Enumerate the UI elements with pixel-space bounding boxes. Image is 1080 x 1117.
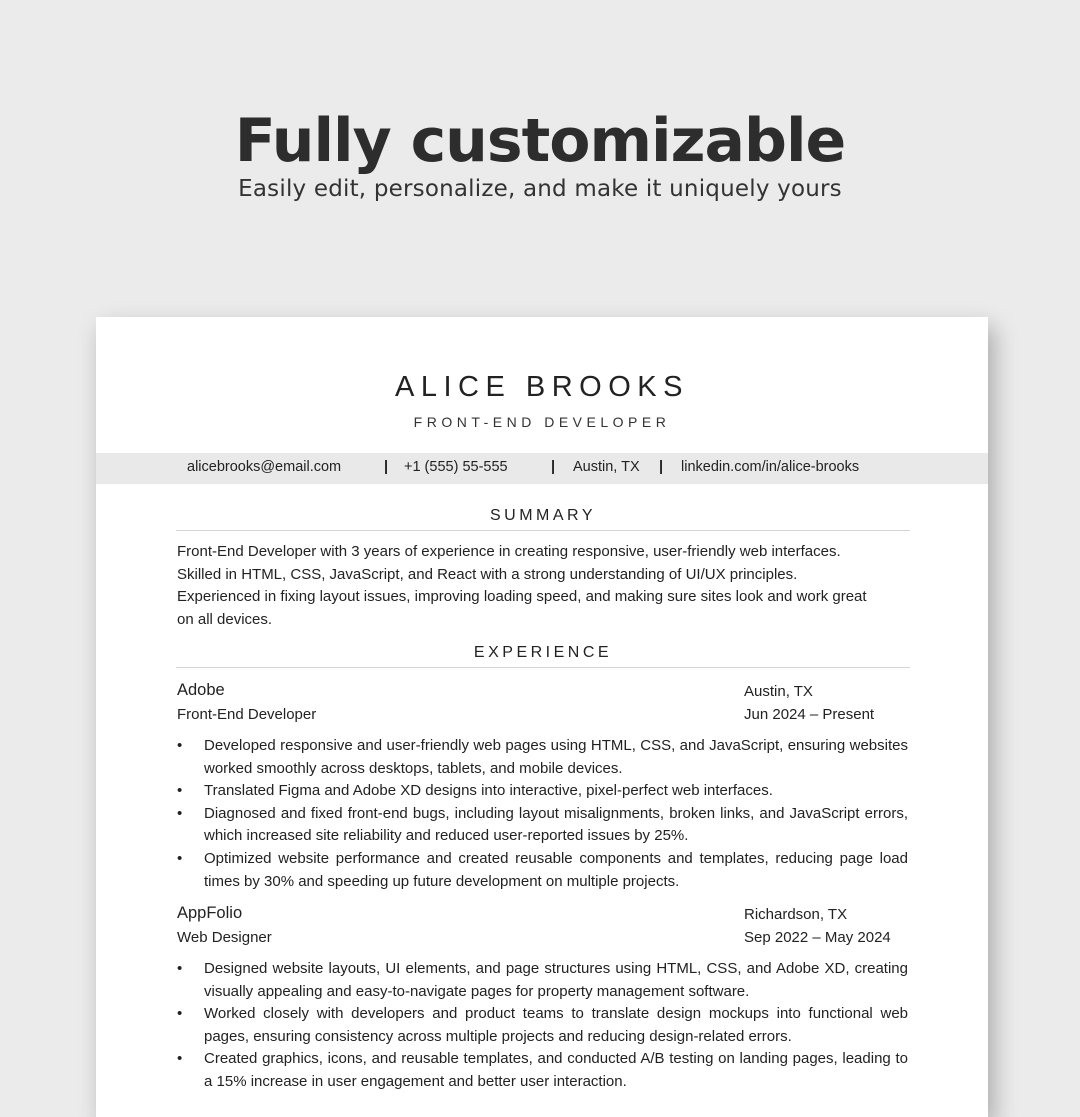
job-bullet: • Optimized website performance and created reusable components and templates, reducing page load times by 30% and speeding up future development on multiple projects. bbox=[177, 848, 908, 893]
resume-role: FRONT-END DEVELOPER bbox=[413, 414, 671, 430]
job-company: Adobe bbox=[177, 681, 225, 699]
job-bullets bbox=[177, 958, 908, 1094]
job-position: Front-End Developer bbox=[177, 706, 317, 723]
job-company: AppFolio bbox=[177, 904, 243, 922]
contact-separator: | bbox=[659, 459, 664, 475]
summary-text: Front-End Developer with 3 years of experience in creating responsive, user-friendly web interfaces. Skilled in HTML, CSS, JavaScript, and React with a strong understanding of UI/UX principles. Experienced in fixing layout issues, improving loading speed, and making sure sites look and work great on all devices. bbox=[177, 543, 867, 628]
summary-divider bbox=[176, 530, 910, 531]
job-dates: Jun 2024 – Present bbox=[744, 706, 875, 723]
contact-email: alicebrooks@email.com bbox=[187, 459, 342, 475]
experience-heading: EXPERIENCE bbox=[473, 644, 613, 661]
experience-divider bbox=[176, 667, 910, 668]
job-bullet: • Worked closely with developers and product teams to translate design mockups into functional web pages, ensuring consistency across multiple projects and reducing design-related errors. bbox=[177, 1003, 908, 1048]
job-bullets bbox=[177, 735, 908, 893]
job-location: Austin, TX bbox=[744, 683, 813, 700]
summary-heading: SUMMARY bbox=[490, 507, 596, 524]
contact-bar bbox=[96, 453, 988, 484]
contact-location: Austin, TX bbox=[573, 459, 640, 475]
resume-page bbox=[96, 317, 988, 1117]
contact-phone: +1 (555) 55-555 bbox=[404, 459, 508, 475]
job-bullet: • Designed website layouts, UI elements, and page structures using HTML, CSS, and Adobe XD, creating visually appealing and easy-to-navigate pages for property management software. bbox=[177, 958, 908, 1003]
resume-name: ALICE BROOKS bbox=[395, 371, 689, 403]
contact-separator: | bbox=[551, 459, 556, 475]
promo-headline: Fully customizable bbox=[234, 106, 846, 176]
job-position: Web Designer bbox=[177, 929, 272, 946]
contact-linkedin: linkedin.com/in/alice-brooks bbox=[681, 459, 860, 475]
contact-separator: | bbox=[384, 459, 389, 475]
job-bullet: • Created graphics, icons, and reusable templates, and conducted A/B testing on landing pages, leading to a 15% increase in user engagement and better user interaction. bbox=[177, 1048, 908, 1093]
job-bullet: • Developed responsive and user-friendly web pages using HTML, CSS, and JavaScript, ensuring websites worked smoothly across desktops, tablets, and mobile devices. bbox=[177, 735, 908, 780]
job-bullet: • Translated Figma and Adobe XD designs into interactive, pixel-perfect web interfaces. bbox=[177, 780, 908, 803]
job-dates: Sep 2022 – May 2024 bbox=[744, 929, 891, 946]
job-location: Richardson, TX bbox=[744, 906, 848, 923]
promo-subheadline: Easily edit, personalize, and make it uniquely yours bbox=[238, 176, 842, 202]
job-bullet: • Diagnosed and fixed front-end bugs, including layout misalignments, broken links, and JavaScript errors, which increased site reliability and reduced user-reported issues by 25%. bbox=[177, 803, 908, 848]
